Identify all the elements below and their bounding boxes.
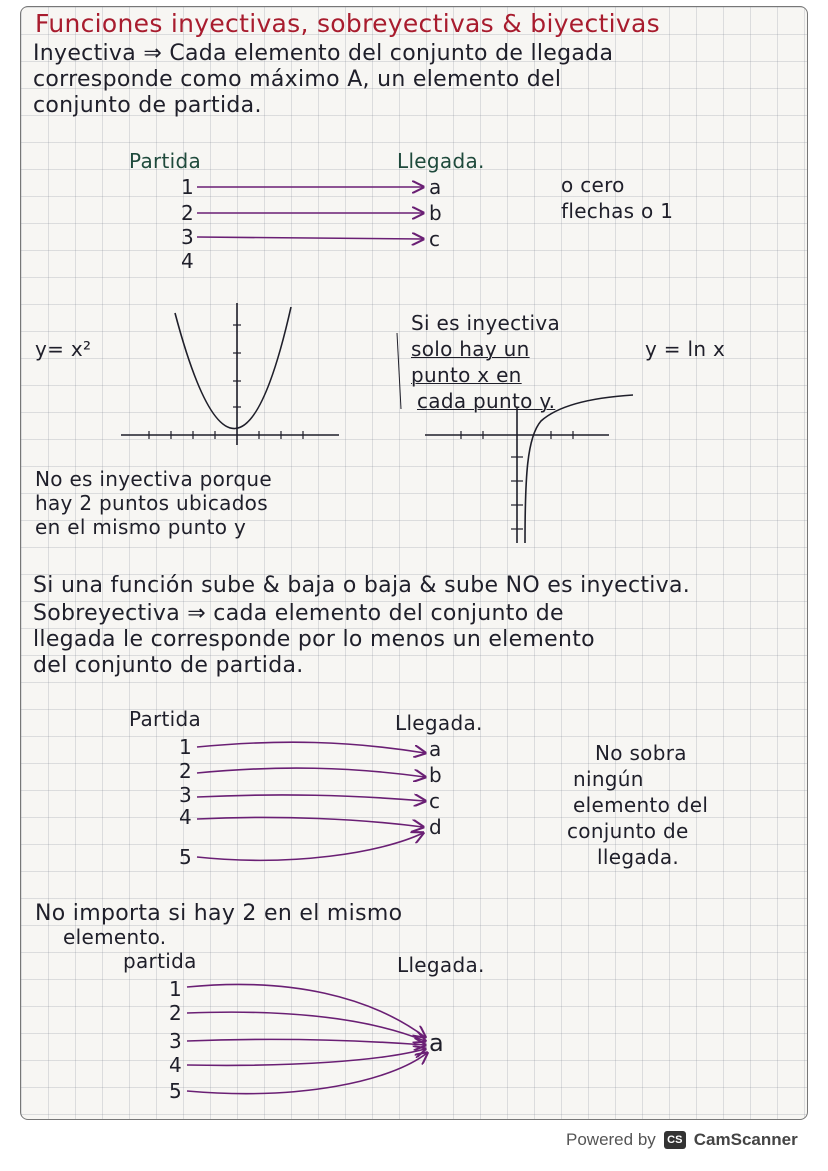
diagram1-codomain-item: c: [429, 227, 441, 251]
inyectiva-def-line3: conjunto de partida.: [33, 93, 262, 118]
diagram2-codomain-item: b: [429, 763, 442, 787]
diagram1-codomain-item: b: [429, 201, 442, 225]
page-title: Funciones inyectivas, sobreyectivas & biyectivas: [35, 9, 660, 38]
diagram3-domain-item: 3: [169, 1029, 183, 1053]
diagram1-partida-label: Partida: [129, 149, 202, 173]
diagram3-codomain-item: a: [429, 1029, 445, 1057]
inyectiva-def-line2: corresponde como máximo A, un elemento del: [33, 67, 562, 92]
inyectiva-rule: Si una función sube & baja o baja & sube NO es inyectiva.: [33, 573, 691, 598]
powered-by-text: Powered by: [566, 1130, 656, 1149]
diagram3-llegada-label: Llegada.: [397, 953, 485, 977]
diagram2-domain-item: 3: [179, 783, 193, 807]
arrow-3-c: [197, 237, 423, 239]
right-text-line2: solo hay un: [411, 337, 530, 361]
diagram2-llegada-label: Llegada.: [395, 711, 483, 735]
diagram1-domain-item: 3: [181, 225, 195, 249]
diagram1-note-line2: flechas o 1: [561, 199, 674, 223]
diagram2-domain-item: 2: [179, 759, 193, 783]
diagram2-domain-item: 5: [179, 845, 193, 869]
diagram2-arrows: [197, 742, 425, 860]
importa-line2: elemento.: [63, 925, 167, 949]
diagram2-codomain-item: a: [429, 737, 442, 761]
diagram1-arrows: [197, 187, 423, 239]
diagram2-codomain-item: d: [429, 815, 442, 839]
diagram3-domain-item: 4: [169, 1053, 183, 1077]
diagram1-note-line1: o cero: [561, 173, 625, 197]
inyectiva-def-line1: Inyectiva ⇒ Cada elemento del conjunto de llegada: [33, 41, 614, 66]
right-text-line3: punto x en: [411, 363, 522, 387]
ln-curve: [525, 395, 633, 543]
diagram1-domain-item: 4: [181, 249, 195, 273]
sobreyectiva-def-line1: Sobreyectiva ⇒ cada elemento del conjunto de: [33, 601, 564, 626]
sobreyectiva-def-line3: del conjunto de partida.: [33, 653, 304, 678]
camscanner-brand: CamScanner: [693, 1130, 798, 1149]
camscanner-logo-icon: CS: [664, 1131, 686, 1149]
sobreyectiva-def-line2: llegada le corresponde por lo menos un elemento: [33, 627, 595, 652]
left-text-line3: en el mismo punto y: [35, 515, 247, 539]
notebook-page: [20, 6, 808, 1120]
importa-line1: No importa si hay 2 en el mismo: [35, 901, 403, 926]
diagram3-arrows: [187, 984, 427, 1093]
note-line3: elemento del: [573, 793, 709, 817]
hand-drawn-figures: [21, 7, 807, 1119]
graph-right-label: y = ln x: [645, 337, 726, 361]
diagram1-llegada-label: Llegada.: [397, 149, 485, 173]
diagram2-domain-item: 1: [179, 735, 193, 759]
graph-left-label: y= x²: [35, 337, 92, 361]
diagram1-domain-item: 2: [181, 201, 195, 225]
diagram2-partida-label: Partida: [129, 707, 202, 731]
note-line1: No sobra: [595, 741, 687, 765]
diagram3-domain-item: 5: [169, 1079, 183, 1103]
diagram1-codomain-item: a: [429, 175, 442, 199]
parabola-graph: [121, 303, 339, 445]
note-line2: ningún: [573, 767, 644, 791]
diagram2-codomain-item: c: [429, 789, 441, 813]
note-line4: conjunto de: [567, 819, 689, 843]
left-text-line1: No es inyectiva porque: [35, 467, 272, 491]
diagram2-domain-item: 4: [179, 805, 193, 829]
right-text-line4: cada punto y.: [417, 389, 556, 413]
diagram3-domain-item: 1: [169, 977, 183, 1001]
note-line5: llegada.: [597, 845, 680, 869]
right-text-line1: Si es inyectiva: [411, 311, 561, 335]
diagram1-domain-item: 1: [181, 175, 195, 199]
camscanner-footer: [566, 1128, 798, 1152]
ln-graph: [397, 333, 633, 543]
diagram3-partida-label: partida: [123, 949, 197, 973]
diagram3-domain-item: 2: [169, 1001, 183, 1025]
left-text-line2: hay 2 puntos ubicados: [35, 491, 268, 515]
